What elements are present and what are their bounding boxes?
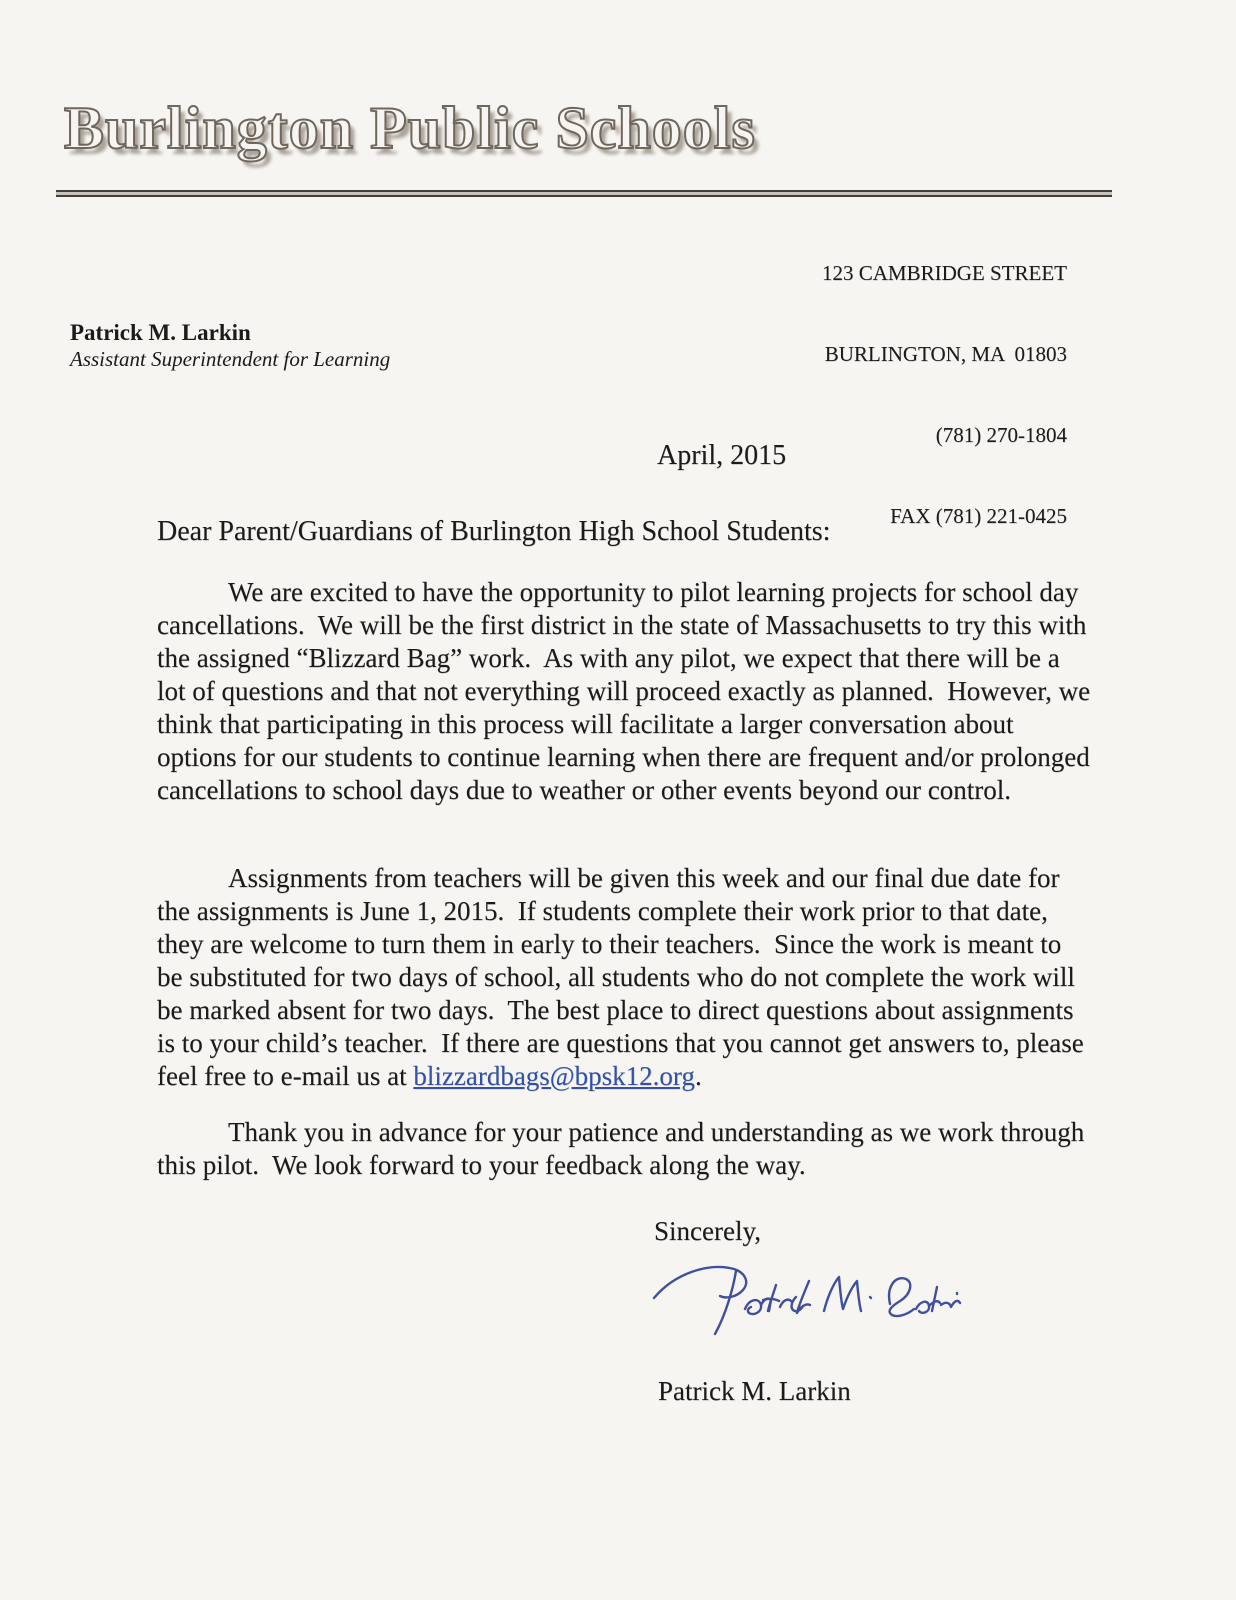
address-phone: (781) 270-1804 <box>935 423 1067 447</box>
address-block <box>822 206 1067 584</box>
sender-block <box>70 320 390 372</box>
paragraph-thanks: Thank you in advance for your patience and understanding as we work through this pilot. We look forward to your feedback along the way. <box>157 1117 1091 1180</box>
typed-signature-name: Patrick M. Larkin <box>658 1376 851 1406</box>
address-street: 123 CAMBRIDGE STREET <box>821 261 1067 285</box>
paragraph-assignments-text: Assignments from teachers will be given this week and our final due date for the assignments is June 1, 2015. If students complete their work prior to that date, they are welcome to turn them in early to their teachers. Since the work is meant to be substituted for two days of school, all students who do not complete the work will be marked absent for two days. The best place to direct questions about assignments is to your child’s teacher. If there are questions that you cannot get answers to, please feel free to e-mail us at <box>157 863 1091 1091</box>
closing-sincerely: Sincerely, <box>654 1216 761 1246</box>
blizzard-bags-email-link[interactable]: blizzardbags@bpsk12.org <box>413 1061 695 1091</box>
address-fax: FAX (781) 221-0425 <box>890 504 1067 528</box>
letterhead-divider-rule <box>56 190 1112 197</box>
sender-title: Assistant Superintendent for Learning <box>70 347 391 371</box>
sender-name: Patrick M. Larkin <box>70 320 251 345</box>
letter-date: April, 2015 <box>657 440 787 471</box>
school-name-logo: Burlington Public Schools <box>64 95 756 161</box>
paragraph-assignments-period: . <box>694 1061 702 1091</box>
address-city-state-zip: BURLINGTON, MA 01803 <box>824 342 1067 366</box>
paragraph-assignments <box>157 862 1091 1093</box>
paragraph-pilot-intro: We are excited to have the opportunity to pilot learning projects for school day cancellations. We will be the first district in the state of Massachusetts to try this with the assigned “Blizzard Bag” work. As with any pilot, we expect that there will be a lot of questions and that not everything will proceed exactly as planned. However, we think that participating in this process will facilitate a larger conversation about options for our students to continue learning when there are frequent and/or prolonged cancellations to school days due to weather or other events beyond our control. <box>157 577 1097 805</box>
salutation: Dear Parent/Guardians of Burlington High School Students: <box>157 516 831 547</box>
handwritten-signature-image <box>648 1252 968 1348</box>
